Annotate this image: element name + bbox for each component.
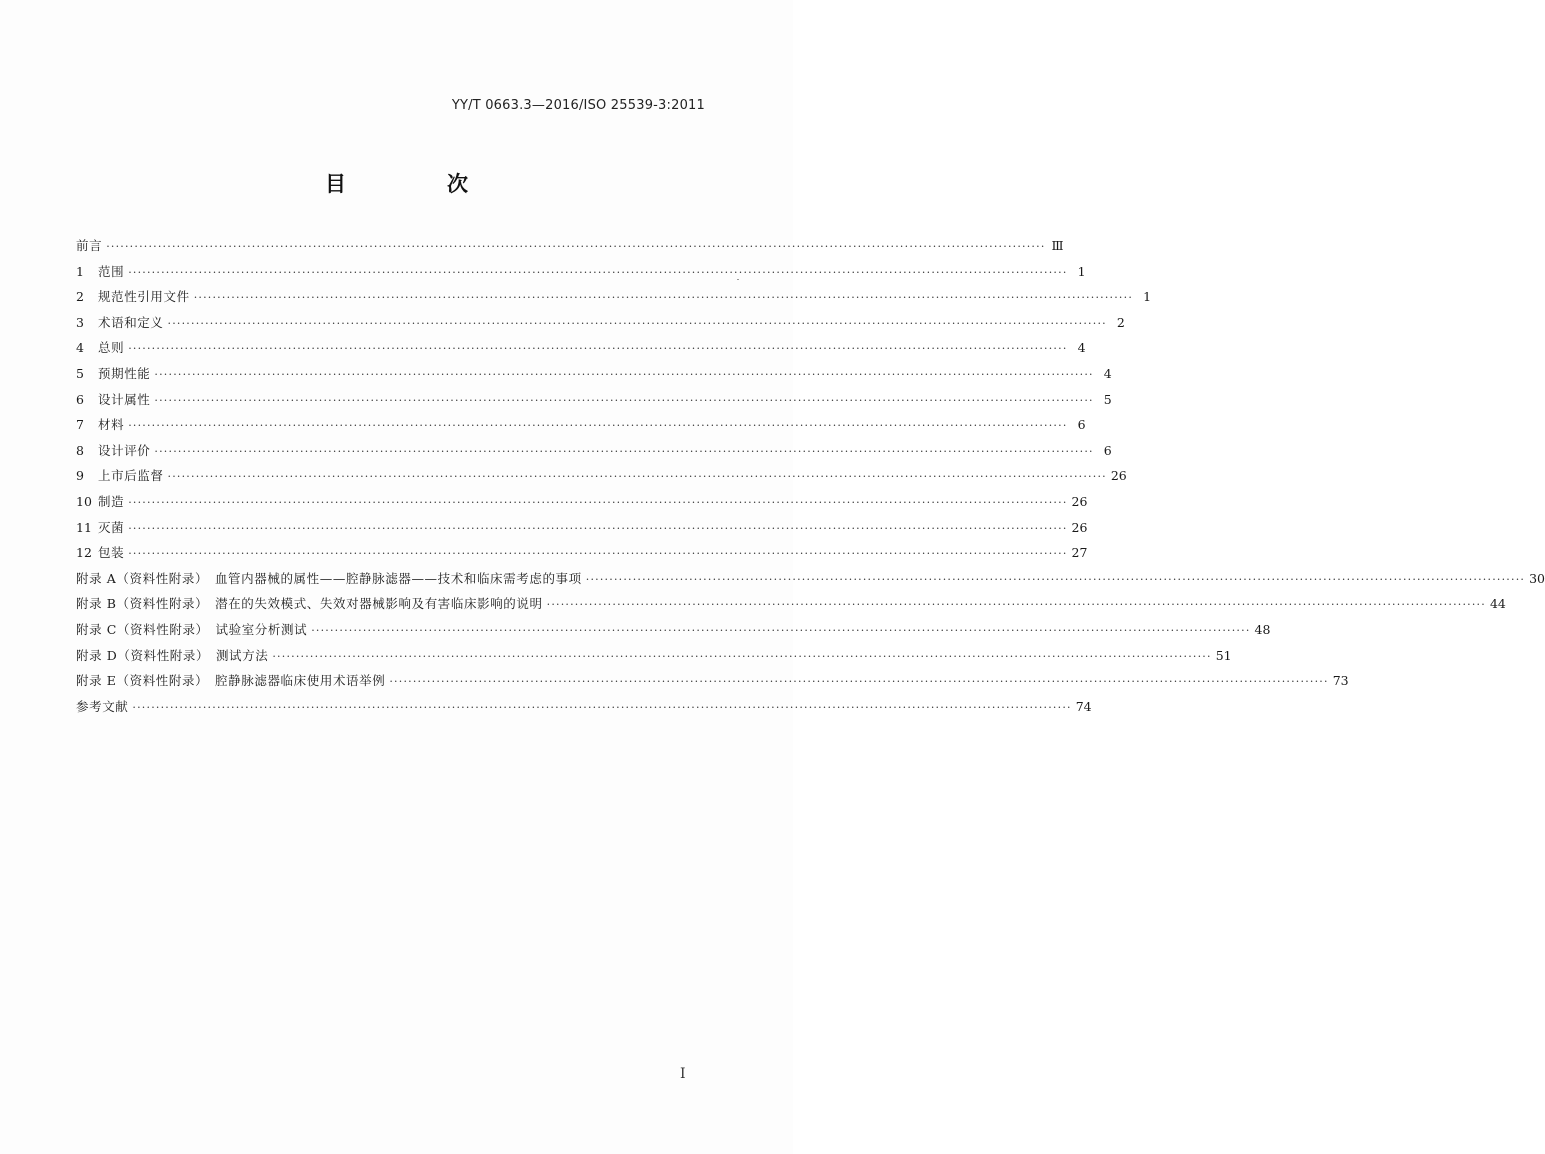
- toc-entry-page: 27: [1071, 545, 1088, 561]
- toc-entry-label: 规范性引用文件: [98, 289, 190, 305]
- toc-entry-label: 制造: [98, 493, 125, 509]
- toc-entry-page: 5: [1103, 391, 1112, 407]
- toc-entry-page: 26: [1110, 468, 1127, 484]
- toc-entry-page: 4: [1077, 340, 1086, 356]
- toc-dot-leader: ········································································································································································································: [128, 342, 1068, 356]
- toc-entry-number: 9: [76, 468, 84, 484]
- toc-entry-number: 1: [76, 263, 84, 279]
- toc-entry[interactable]: [76, 668, 1349, 694]
- toc-dot-leader: ········································································································································································································: [128, 265, 1068, 279]
- toc-dot-leader: ········································································································································································································: [389, 675, 1329, 689]
- toc-entry-page: 73: [1332, 673, 1349, 689]
- toc-dot-leader: ········································································································································································································: [167, 316, 1107, 330]
- toc-dot-leader: ········································································································································································································: [154, 444, 1094, 458]
- toc-entry-page: 6: [1077, 417, 1086, 433]
- toc-dot-leader: ········································································································································································································: [154, 393, 1094, 407]
- toc-entry-page: Ⅲ: [1051, 238, 1064, 253]
- toc-dot-leader: ········································································································································································································: [272, 649, 1212, 663]
- toc-dot-leader: ········································································································································································································: [106, 240, 1046, 253]
- toc-entry-label: 附录 C（资料性附录） 试验室分析测试: [76, 621, 308, 637]
- toc-entry[interactable]: [76, 387, 1112, 413]
- page-number: I: [680, 1066, 686, 1082]
- toc-entry[interactable]: [76, 412, 1086, 438]
- toc-dot-leader: ········································································································································································································: [132, 700, 1072, 714]
- toc-entry-label: 附录 A（资料性附录） 血管内器械的属性——腔静脉滤器——技术和临床需考虑的事项: [76, 570, 582, 586]
- toc-entry-label: 总则: [98, 340, 125, 356]
- table-of-contents: [76, 233, 1545, 719]
- toc-entry-page: 26: [1071, 519, 1088, 535]
- toc-entry[interactable]: [76, 233, 1064, 259]
- toc-entry-number: 10: [76, 493, 92, 509]
- toc-entry[interactable]: [76, 515, 1088, 541]
- toc-dot-leader: ········································································································································································································: [167, 470, 1107, 484]
- toc-entry[interactable]: [76, 361, 1112, 387]
- toc-dot-leader: ········································································································································································································: [128, 495, 1068, 509]
- toc-entry-label: 包装: [98, 545, 125, 561]
- toc-entry-page: 1: [1077, 263, 1086, 279]
- toc-entry-page: 26: [1071, 493, 1088, 509]
- standard-code: YY/T 0663.3—2016/ISO 25539-3:2011: [451, 98, 705, 113]
- toc-entry-number: 3: [76, 314, 84, 330]
- toc-entry-number: 12: [76, 545, 92, 561]
- toc-dot-leader: ········································································································································································································: [193, 291, 1134, 305]
- toc-entry-number: 6: [76, 391, 84, 407]
- toc-entry-label: 灭菌: [98, 519, 125, 535]
- toc-entry-label: 术语和定义: [98, 314, 164, 330]
- toc-dot-leader: ········································································································································································································: [585, 572, 1526, 586]
- toc-entry-label: 上市后监督: [98, 468, 164, 484]
- toc-entry-label: 附录 D（资料性附录） 测试方法: [76, 647, 269, 663]
- toc-entry-number: 11: [76, 519, 92, 535]
- toc-entry-page: 2: [1116, 314, 1125, 330]
- toc-entry-label: 附录 B（资料性附录） 潜在的失效模式、失效对器械影响及有害临床影响的说明: [76, 596, 543, 612]
- toc-entry[interactable]: [76, 259, 1086, 285]
- toc-dot-leader: ········································································································································································································: [546, 598, 1486, 612]
- toc-entry-number: 2: [76, 289, 84, 305]
- toc-entry-page: 30: [1529, 570, 1545, 586]
- toc-entry[interactable]: [76, 438, 1112, 464]
- toc-dot-leader: ········································································································································································································: [154, 367, 1094, 381]
- toc-entry-label: 材料: [98, 417, 125, 433]
- toc-entry-label: 范围: [98, 263, 125, 279]
- toc-entry-number: 4: [76, 340, 84, 356]
- toc-entry-label: 设计评价: [98, 442, 151, 458]
- toc-entry-page: 51: [1215, 647, 1232, 663]
- toc-entry-page: 6: [1103, 442, 1112, 458]
- scan-speck: [737, 279, 739, 280]
- toc-entry[interactable]: [76, 284, 1152, 310]
- toc-entry[interactable]: [76, 566, 1545, 592]
- toc-entry[interactable]: [76, 540, 1088, 566]
- toc-entry[interactable]: [76, 694, 1092, 720]
- toc-entry[interactable]: [76, 617, 1271, 643]
- toc-entry-number: 7: [76, 417, 84, 433]
- toc-entry[interactable]: [76, 591, 1506, 617]
- toc-entry-label: 预期性能: [98, 365, 151, 381]
- toc-entry-page: 48: [1254, 621, 1271, 637]
- toc-dot-leader: ········································································································································································································: [128, 419, 1068, 433]
- toc-entry[interactable]: [76, 310, 1125, 336]
- page-title: 目 次: [325, 172, 508, 196]
- toc-dot-leader: ········································································································································································································: [128, 521, 1068, 535]
- toc-entry-page: 74: [1075, 698, 1092, 714]
- toc-entry-label: 附录 E（资料性附录） 腔静脉滤器临床使用术语举例: [76, 673, 386, 689]
- toc-entry-number: 5: [76, 365, 84, 381]
- toc-entry-page: 44: [1489, 596, 1506, 612]
- toc-entry[interactable]: [76, 463, 1127, 489]
- toc-dot-leader: ········································································································································································································: [311, 623, 1251, 637]
- toc-entry[interactable]: [76, 335, 1086, 361]
- toc-entry-number: 8: [76, 442, 84, 458]
- toc-entry-label: 设计属性: [98, 391, 151, 407]
- toc-dot-leader: ········································································································································································································: [128, 547, 1068, 561]
- toc-entry-page: 4: [1103, 365, 1112, 381]
- toc-entry-page: 1: [1143, 289, 1152, 305]
- toc-entry[interactable]: [76, 489, 1088, 515]
- toc-entry[interactable]: [76, 643, 1232, 669]
- toc-entry-label: 参考文献: [76, 698, 129, 714]
- toc-entry-label: 前言: [76, 238, 103, 253]
